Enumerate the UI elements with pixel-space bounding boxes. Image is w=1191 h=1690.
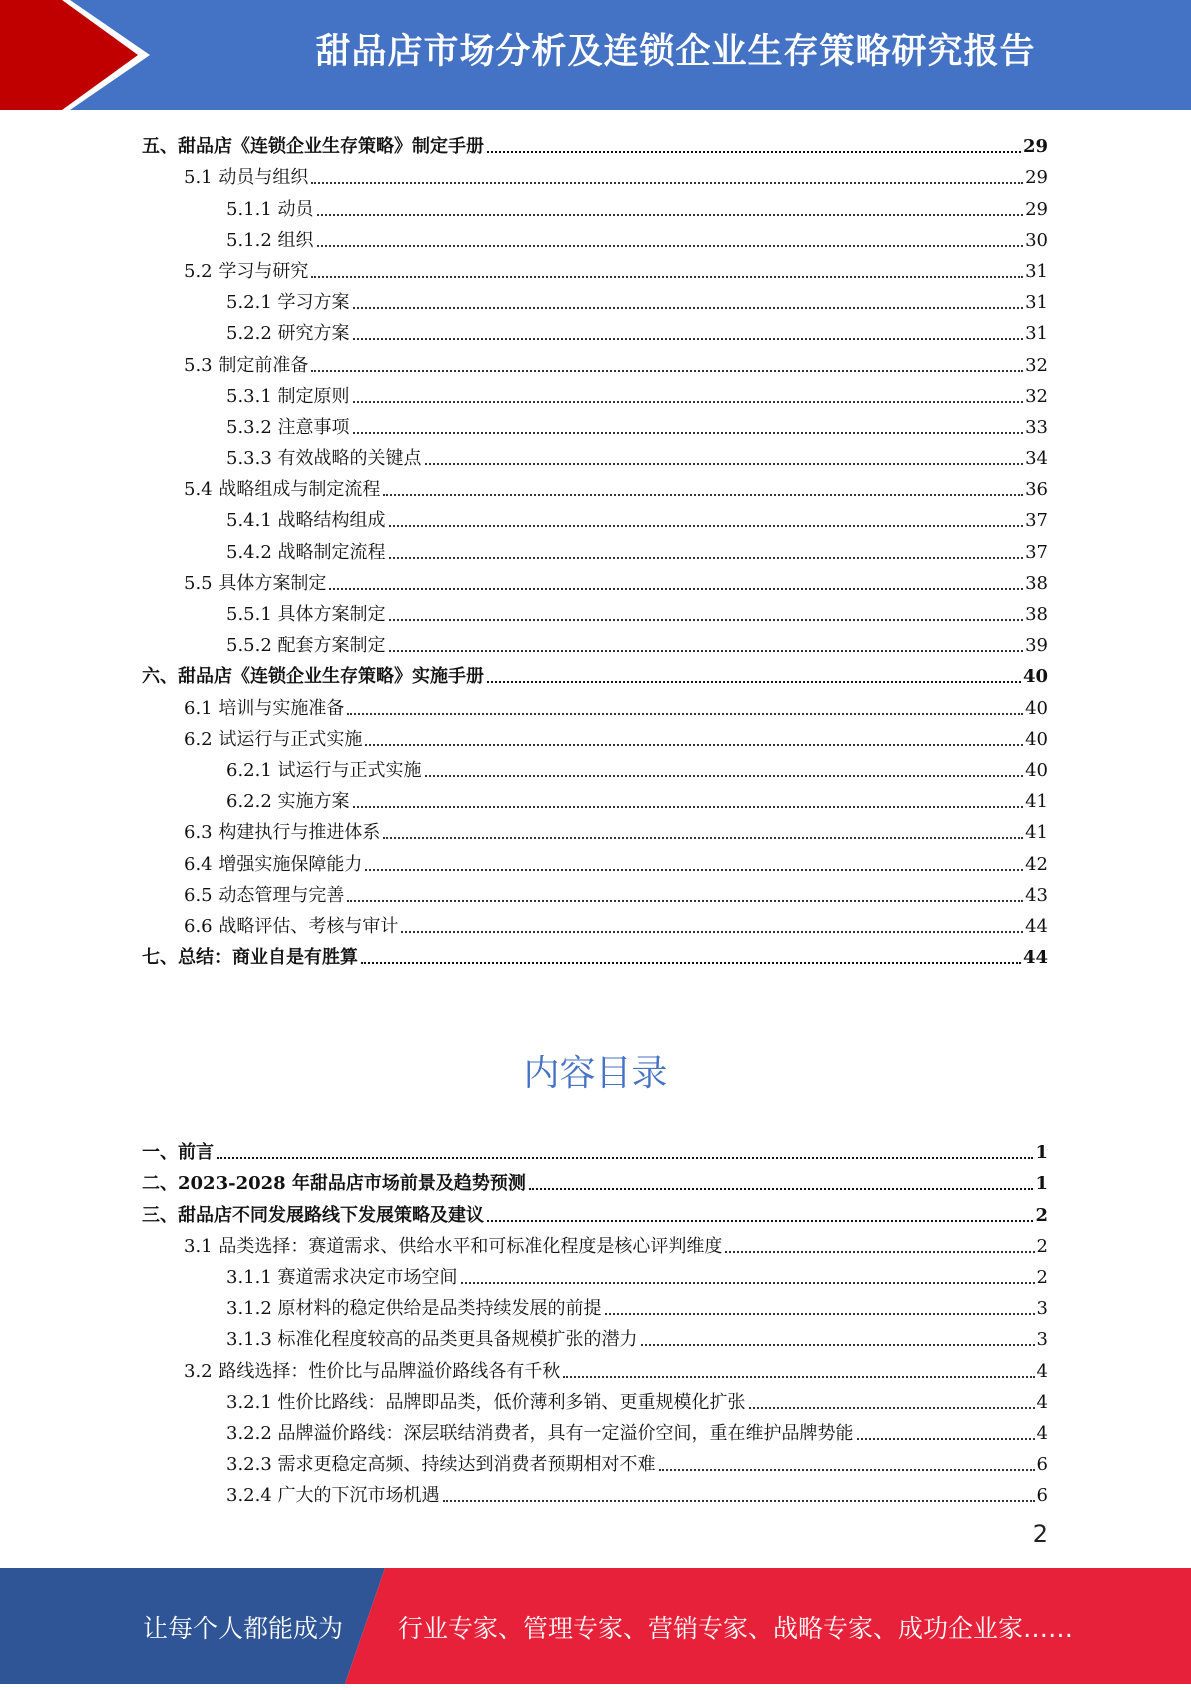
toc-dot-leader [563,1376,1034,1378]
toc-entry[interactable] [142,1414,1048,1445]
toc-entry[interactable] [142,1383,1048,1414]
toc-entry-page: 4 [1036,1391,1048,1413]
toc-entry-title: 3.2 路线选择：性价比与品牌溢价路线各有千秋 [184,1360,561,1382]
toc-entry[interactable] [142,782,1048,813]
toc-entry-title: 六、甜品店《连锁企业生存策略》实施手册 [142,666,484,688]
toc-dot-leader [353,432,1024,434]
toc-dot-leader [641,1344,1035,1346]
toc-entry[interactable] [142,938,1048,969]
toc-entry-title: 一、前言 [142,1142,214,1164]
toc-dot-leader [329,588,1023,590]
toc-entry-title: 二、2023-2028 年甜品店市场前景及趋势预测 [142,1173,526,1195]
toc-entry-title: 6.3 构建执行与推进体系 [184,822,381,844]
toc-entry[interactable] [142,1445,1048,1476]
toc-dot-leader [383,837,1023,839]
toc-dot-leader [857,1438,1035,1440]
toc-entry[interactable] [142,844,1048,875]
toc-entry[interactable] [142,470,1048,501]
toc-entry-page: 39 [1025,635,1048,657]
toc-entry-page: 37 [1025,510,1048,532]
toc-dot-leader [311,182,1023,184]
toc-dot-leader [311,276,1023,278]
toc-entry-page: 31 [1025,292,1048,314]
toc-dot-leader [389,650,1024,652]
toc-entry-title: 5.4 战略组成与制定流程 [184,479,381,501]
toc-entry-page: 43 [1025,884,1048,906]
toc-dot-leader [317,245,1024,247]
toc-entry-page: 38 [1025,604,1048,625]
toc-entry-page: 4 [1036,1422,1048,1444]
toc-dot-leader [487,151,1021,153]
toc-entry-title: 6.6 战略评估、考核与审计 [184,915,399,937]
toc-entry-page: 41 [1025,791,1048,813]
toc-entry-page: 6 [1036,1454,1048,1476]
toc-entry[interactable] [142,1289,1048,1320]
toc-entry-title: 5.1 动员与组织 [184,167,309,189]
toc-entry-page: 31 [1025,260,1048,282]
toc-entry-title: 3.1.2 原材料的稳定供给是品类持续发展的前提 [226,1298,602,1320]
toc-entry-title: 3.2.2 品牌溢价路线：深层联结消费者，具有一定溢价空间，重在维护品牌势能 [226,1422,854,1444]
footer-banner [0,1568,1191,1684]
toc-dot-leader [425,463,1024,465]
toc-dot-leader [217,1157,1033,1159]
toc-entry-page: 30 [1025,229,1048,251]
toc-entry-page: 1 [1035,1142,1048,1164]
header-banner [0,0,1191,110]
toc-entry[interactable] [142,377,1048,408]
toc-dot-leader [725,1251,1034,1253]
toc-dot-leader [487,681,1021,683]
toc-entry[interactable] [142,1227,1048,1258]
toc-entry-page: 3 [1036,1298,1048,1320]
toc-entry-title: 5.4.2 战略制定流程 [226,541,386,563]
toc-entry-title: 5.5.2 配套方案制定 [226,635,386,657]
toc-dot-leader [389,619,1024,621]
toc-dot-leader [383,494,1023,496]
toc-entry-title: 6.2.1 试运行与正式实施 [226,759,422,781]
toc-top-list [142,127,1048,969]
toc-entry-title: 6.1 培训与实施准备 [184,697,345,719]
toc-entry-page: 2 [1036,1235,1048,1257]
toc-entry[interactable] [142,189,1048,220]
toc-entry-page: 6 [1036,1485,1048,1507]
toc-entry[interactable] [142,657,1048,688]
header-title: 甜品店市场分析及连锁企业生存策略研究报告 [315,32,1036,72]
toc-entry[interactable] [142,595,1048,626]
toc-dot-leader [353,806,1024,808]
page-number: 2 [1032,1520,1048,1548]
toc-entry-page: 36 [1025,479,1048,501]
toc-entry-title: 6.2.2 实施方案 [226,791,350,813]
toc-dot-leader [461,1282,1035,1284]
toc-dot-leader [353,307,1024,309]
toc-entry-title: 6.2 试运行与正式实施 [184,728,363,750]
toc-entry-page: 2 [1035,1204,1048,1226]
toc-entry-page: 32 [1025,385,1048,407]
toc-entry[interactable] [142,1258,1048,1289]
toc-dot-leader [659,1469,1035,1471]
toc-entry-title: 3.2.4 广大的下沉市场机遇 [226,1485,440,1507]
toc-entry-title: 3.1.1 赛道需求决定市场空间 [226,1266,458,1288]
toc-entry[interactable] [142,252,1048,283]
toc-entry-title: 5.2.1 学习方案 [226,292,350,314]
toc-entry-title: 5.5.1 具体方案制定 [226,604,386,625]
toc-entry[interactable] [142,720,1048,751]
toc-entry[interactable] [142,1133,1048,1164]
footer-slogan-left: 让每个人都能成为 [143,1614,344,1643]
toc-entry-page: 1 [1035,1173,1048,1195]
toc-entry-title: 5.3.3 有效战略的关键点 [226,448,422,470]
toc-entry[interactable] [142,751,1048,782]
header-red-chevron [0,0,138,110]
toc-entry-title: 5.4.1 战略结构组成 [226,510,386,532]
toc-entry[interactable] [142,501,1048,532]
toc-entry[interactable] [142,314,1048,345]
toc-dot-leader [353,401,1024,403]
toc-entry-title: 五、甜品店《连锁企业生存策略》制定手册 [142,136,484,158]
toc-entry-title: 6.4 增强实施保障能力 [184,853,363,875]
toc-entry[interactable] [142,1195,1048,1226]
toc-entry-title: 3.1.3 标准化程度较高的品类更具备规模扩张的潜力 [226,1329,638,1351]
toc-entry-title: 3.1 品类选择：赛道需求、供给水平和可标准化程度是核心评判维度 [184,1235,723,1257]
toc-entry[interactable] [142,532,1048,563]
toc-entry[interactable] [142,439,1048,470]
toc-entry[interactable] [142,876,1048,907]
toc-entry[interactable] [142,221,1048,252]
toc-dot-leader [749,1407,1035,1409]
toc-entry[interactable] [142,1164,1048,1195]
toc-entry[interactable] [142,813,1048,844]
toc-entry[interactable] [142,907,1048,938]
toc-entry[interactable] [142,1320,1048,1351]
toc-entry-title: 5.1.1 动员 [226,198,314,220]
toc-entry-page: 44 [1022,947,1048,969]
toc-entry-title: 5.2.2 研究方案 [226,323,350,345]
toc-entry-page: 34 [1025,448,1048,470]
toc-entry-title: 3.2.1 性价比路线：品牌即品类，低价薄利多销、更重规模化扩张 [226,1391,746,1413]
toc-entry-page: 40 [1025,728,1048,750]
toc-dot-leader [389,525,1024,527]
toc-entry-page: 29 [1025,198,1048,220]
toc-entry-title: 3.2.3 需求更稳定高频、持续达到消费者预期相对不难 [226,1454,656,1476]
toc-dot-leader [389,557,1024,559]
toc-entry[interactable] [142,564,1048,595]
toc-entry-title: 6.5 动态管理与完善 [184,884,345,906]
toc-entry-page: 29 [1022,136,1048,158]
toc-entry[interactable] [142,626,1048,657]
toc-entry-page: 37 [1025,541,1048,563]
toc-entry-title: 5.2 学习与研究 [184,260,309,282]
toc-entry-title: 三、甜品店不同发展路线下发展策略及建议 [142,1204,484,1226]
toc-entry[interactable] [142,127,1048,158]
toc-dot-leader [401,931,1023,933]
toc-entry[interactable] [142,158,1048,189]
toc-entry[interactable] [142,1351,1048,1382]
toc-entry-page: 40 [1022,666,1048,688]
toc-entry[interactable] [142,688,1048,719]
toc-dot-leader [443,1500,1035,1502]
toc-dot-leader [605,1313,1035,1315]
toc-entry-page: 38 [1025,572,1048,594]
toc-dot-leader [311,370,1023,372]
toc-dot-leader [365,744,1023,746]
toc-entry[interactable] [142,345,1048,376]
toc-entry-page: 32 [1025,354,1048,376]
toc-entry-page: 2 [1036,1266,1048,1288]
toc-entry-page: 33 [1025,416,1048,438]
toc-dot-leader [425,775,1024,777]
toc-entry-page: 40 [1025,697,1048,719]
toc-entry[interactable] [142,408,1048,439]
toc-dot-leader [361,962,1021,964]
toc-entry-title: 5.5 具体方案制定 [184,572,327,594]
toc-entry-page: 41 [1025,822,1048,844]
content-title: 内容目录 [523,1053,668,1094]
toc-entry-page: 4 [1036,1360,1048,1382]
toc-dot-leader [529,1188,1034,1190]
toc-entry-page: 42 [1025,853,1048,875]
toc-entry-page: 44 [1025,915,1048,937]
toc-entry-page: 31 [1025,323,1048,345]
toc-entry[interactable] [142,1476,1048,1507]
toc-entry-title: 5.3 制定前准备 [184,354,309,376]
toc-entry-page: 40 [1025,759,1048,781]
toc-dot-leader [347,713,1023,715]
toc-entry-title: 5.3.2 注意事项 [226,416,350,438]
toc-entry-page: 29 [1025,167,1048,189]
toc-entry-title: 5.3.1 制定原则 [226,385,350,407]
toc-dot-leader [317,214,1024,216]
toc-entry-title: 5.1.2 组织 [226,229,314,251]
toc-dot-leader [347,900,1023,902]
toc-dot-leader [353,338,1024,340]
toc-dot-leader [365,869,1023,871]
toc-entry-title: 七、总结：商业自是有胜算 [142,947,358,969]
toc-dot-leader [487,1220,1033,1222]
toc-entry-page: 3 [1036,1329,1048,1351]
toc-bottom-list [142,1133,1048,1507]
toc-entry[interactable] [142,283,1048,314]
footer-slogan-right: 行业专家、管理专家、营销专家、战略专家、成功企业家…… [398,1614,1074,1643]
